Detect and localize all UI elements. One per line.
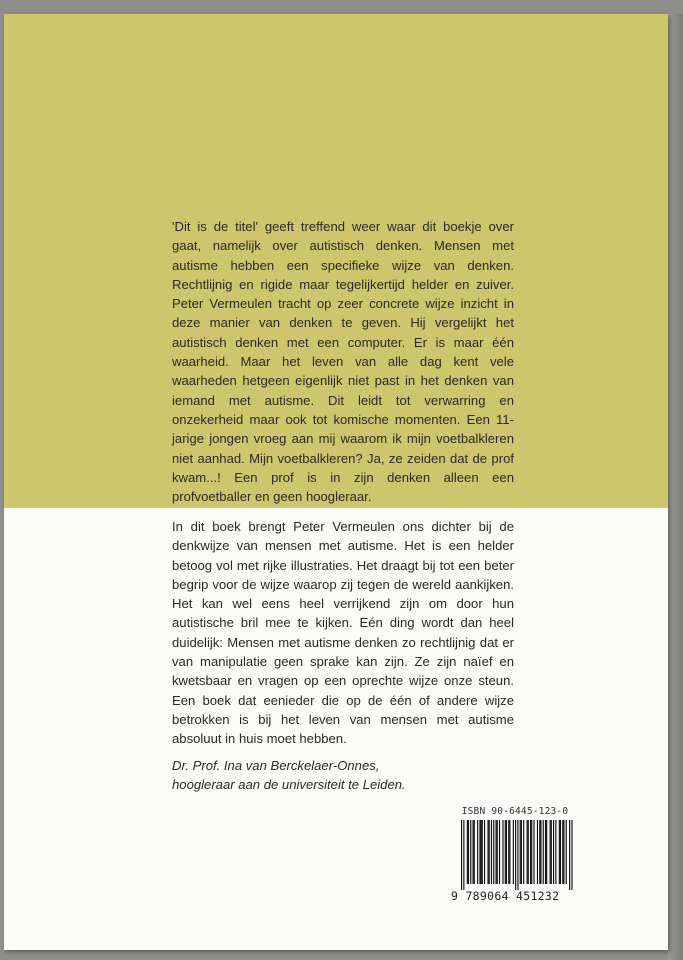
barcode-bar <box>555 820 556 884</box>
barcode-bar <box>520 820 521 884</box>
barcode-bar <box>527 820 528 884</box>
attribution-name: Dr. Prof. Ina van Berckelaer-Onnes, <box>172 758 380 773</box>
barcode-bar <box>509 820 510 884</box>
barcode-bar <box>473 820 474 884</box>
barcode-bar <box>531 820 532 884</box>
barcode-bar <box>553 820 554 884</box>
barcode-bar <box>517 820 518 890</box>
barcode-bar <box>461 820 462 890</box>
barcode-bar <box>497 820 498 884</box>
barcode-bar <box>467 820 468 884</box>
barcode-bar <box>470 820 471 884</box>
barcode-bar <box>563 820 564 884</box>
attribution <box>172 756 532 795</box>
barcode-bar <box>508 820 509 884</box>
barcode-block <box>451 806 579 904</box>
barcode-bar <box>559 820 560 884</box>
barcode-bar <box>533 820 534 884</box>
blurb-bottom: In dit boek brengt Peter Vermeulen ons dichter bij de denkwijze van mensen met autisme. Het is een helder betoog vol met rijke illustraties. Het draagt bij tot een beter begrip voor de wijze waarop zij tegen de wereld aankijken. Het kan wel eens heel verrijkend zijn om door hun autistische bril mee te kijken. Eén ding wordt dan heel duidelijk: Mensen met autisme denken zo rechtlijnig dat er van manipulatie geen sprake kan zijn. Ze zijn naïef en kwetsbaar en vragen op een oprechte wijze onze steun. Een boek dat eenieder die op de één of andere wijze betrokken is bij het leven van mensen met autisme absoluut in huis moet hebben. <box>172 519 514 747</box>
barcode-bar <box>513 820 514 884</box>
barcode-bar <box>571 820 572 890</box>
barcode-bar <box>560 820 561 884</box>
book-edge-shadow <box>668 14 683 960</box>
blurb-top: 'Dit is de titel' geeft treffend weer waar dit boekje over gaat, namelijk over autistisch denken. Mensen met autisme hebben een specifieke wijze van denken. Rechtlijnig en rigide maar tegelijkertijd helder en zuiver. Peter Vermeulen tracht op zeer concrete wijze inzicht in deze manier van denken te geven. Hij vergelijkt het autistisch denken met een computer. Er is maar één waarheid. Maar het leven van alle dag kent vele waarheden hetgeen eigenlijk niet past in het denken van iemand met autisme. Dit leidt tot verwarring en onzekerheid maar ook tot komische momenten. Een 11-jarige jongen vroeg aan mij waarom ik mijn voetbalkleren niet aanhad. Mijn voetbalkleren? Ja, ze zeiden dat de prof kwam...! Een prof is in zijn denken alleen een profvoetballer en geen hoogleraar. <box>172 219 514 505</box>
barcode-bar <box>479 820 480 884</box>
barcode-bar <box>528 820 529 884</box>
barcode-bar <box>569 820 570 890</box>
barcode-bar <box>499 820 500 884</box>
barcode-bar <box>566 820 567 884</box>
barcode-bar <box>550 820 551 884</box>
barcode-bar <box>543 820 544 884</box>
barcode-bar <box>477 820 478 884</box>
barcode-bar <box>463 820 464 890</box>
barcode-bar <box>505 820 506 884</box>
barcode-bar <box>482 820 483 884</box>
barcode-bar <box>474 820 475 884</box>
barcode-bar <box>551 820 552 884</box>
ean-digits: 9 789064 451232 <box>451 889 560 903</box>
barcode-bar <box>515 820 516 890</box>
barcode-bar <box>481 820 482 884</box>
barcode-bar <box>502 820 503 884</box>
barcode-bar <box>487 820 488 884</box>
barcode-bar <box>540 820 541 884</box>
barcode-bar <box>545 820 546 884</box>
barcode-bar <box>496 820 497 884</box>
isbn-label: ISBN 90-6445-123-0 <box>461 806 569 817</box>
barcode-bar <box>484 820 485 884</box>
barcode-bar <box>489 820 490 884</box>
barcode-bar <box>562 820 563 884</box>
barcode-bar <box>491 820 492 884</box>
barcode-bar <box>546 820 547 884</box>
book-back-cover <box>4 14 668 950</box>
barcode-bar <box>493 820 494 884</box>
attribution-role: hoogleraar aan de universiteit te Leiden. <box>172 777 406 793</box>
barcode-bar <box>539 820 540 884</box>
barcode-graphic <box>451 820 579 890</box>
barcode-bar <box>530 820 531 884</box>
barcode-bar <box>506 820 507 884</box>
barcode-bar <box>468 820 469 884</box>
barcode-bar <box>521 820 522 884</box>
barcode-bar <box>523 820 524 884</box>
barcode-bar <box>537 820 538 884</box>
